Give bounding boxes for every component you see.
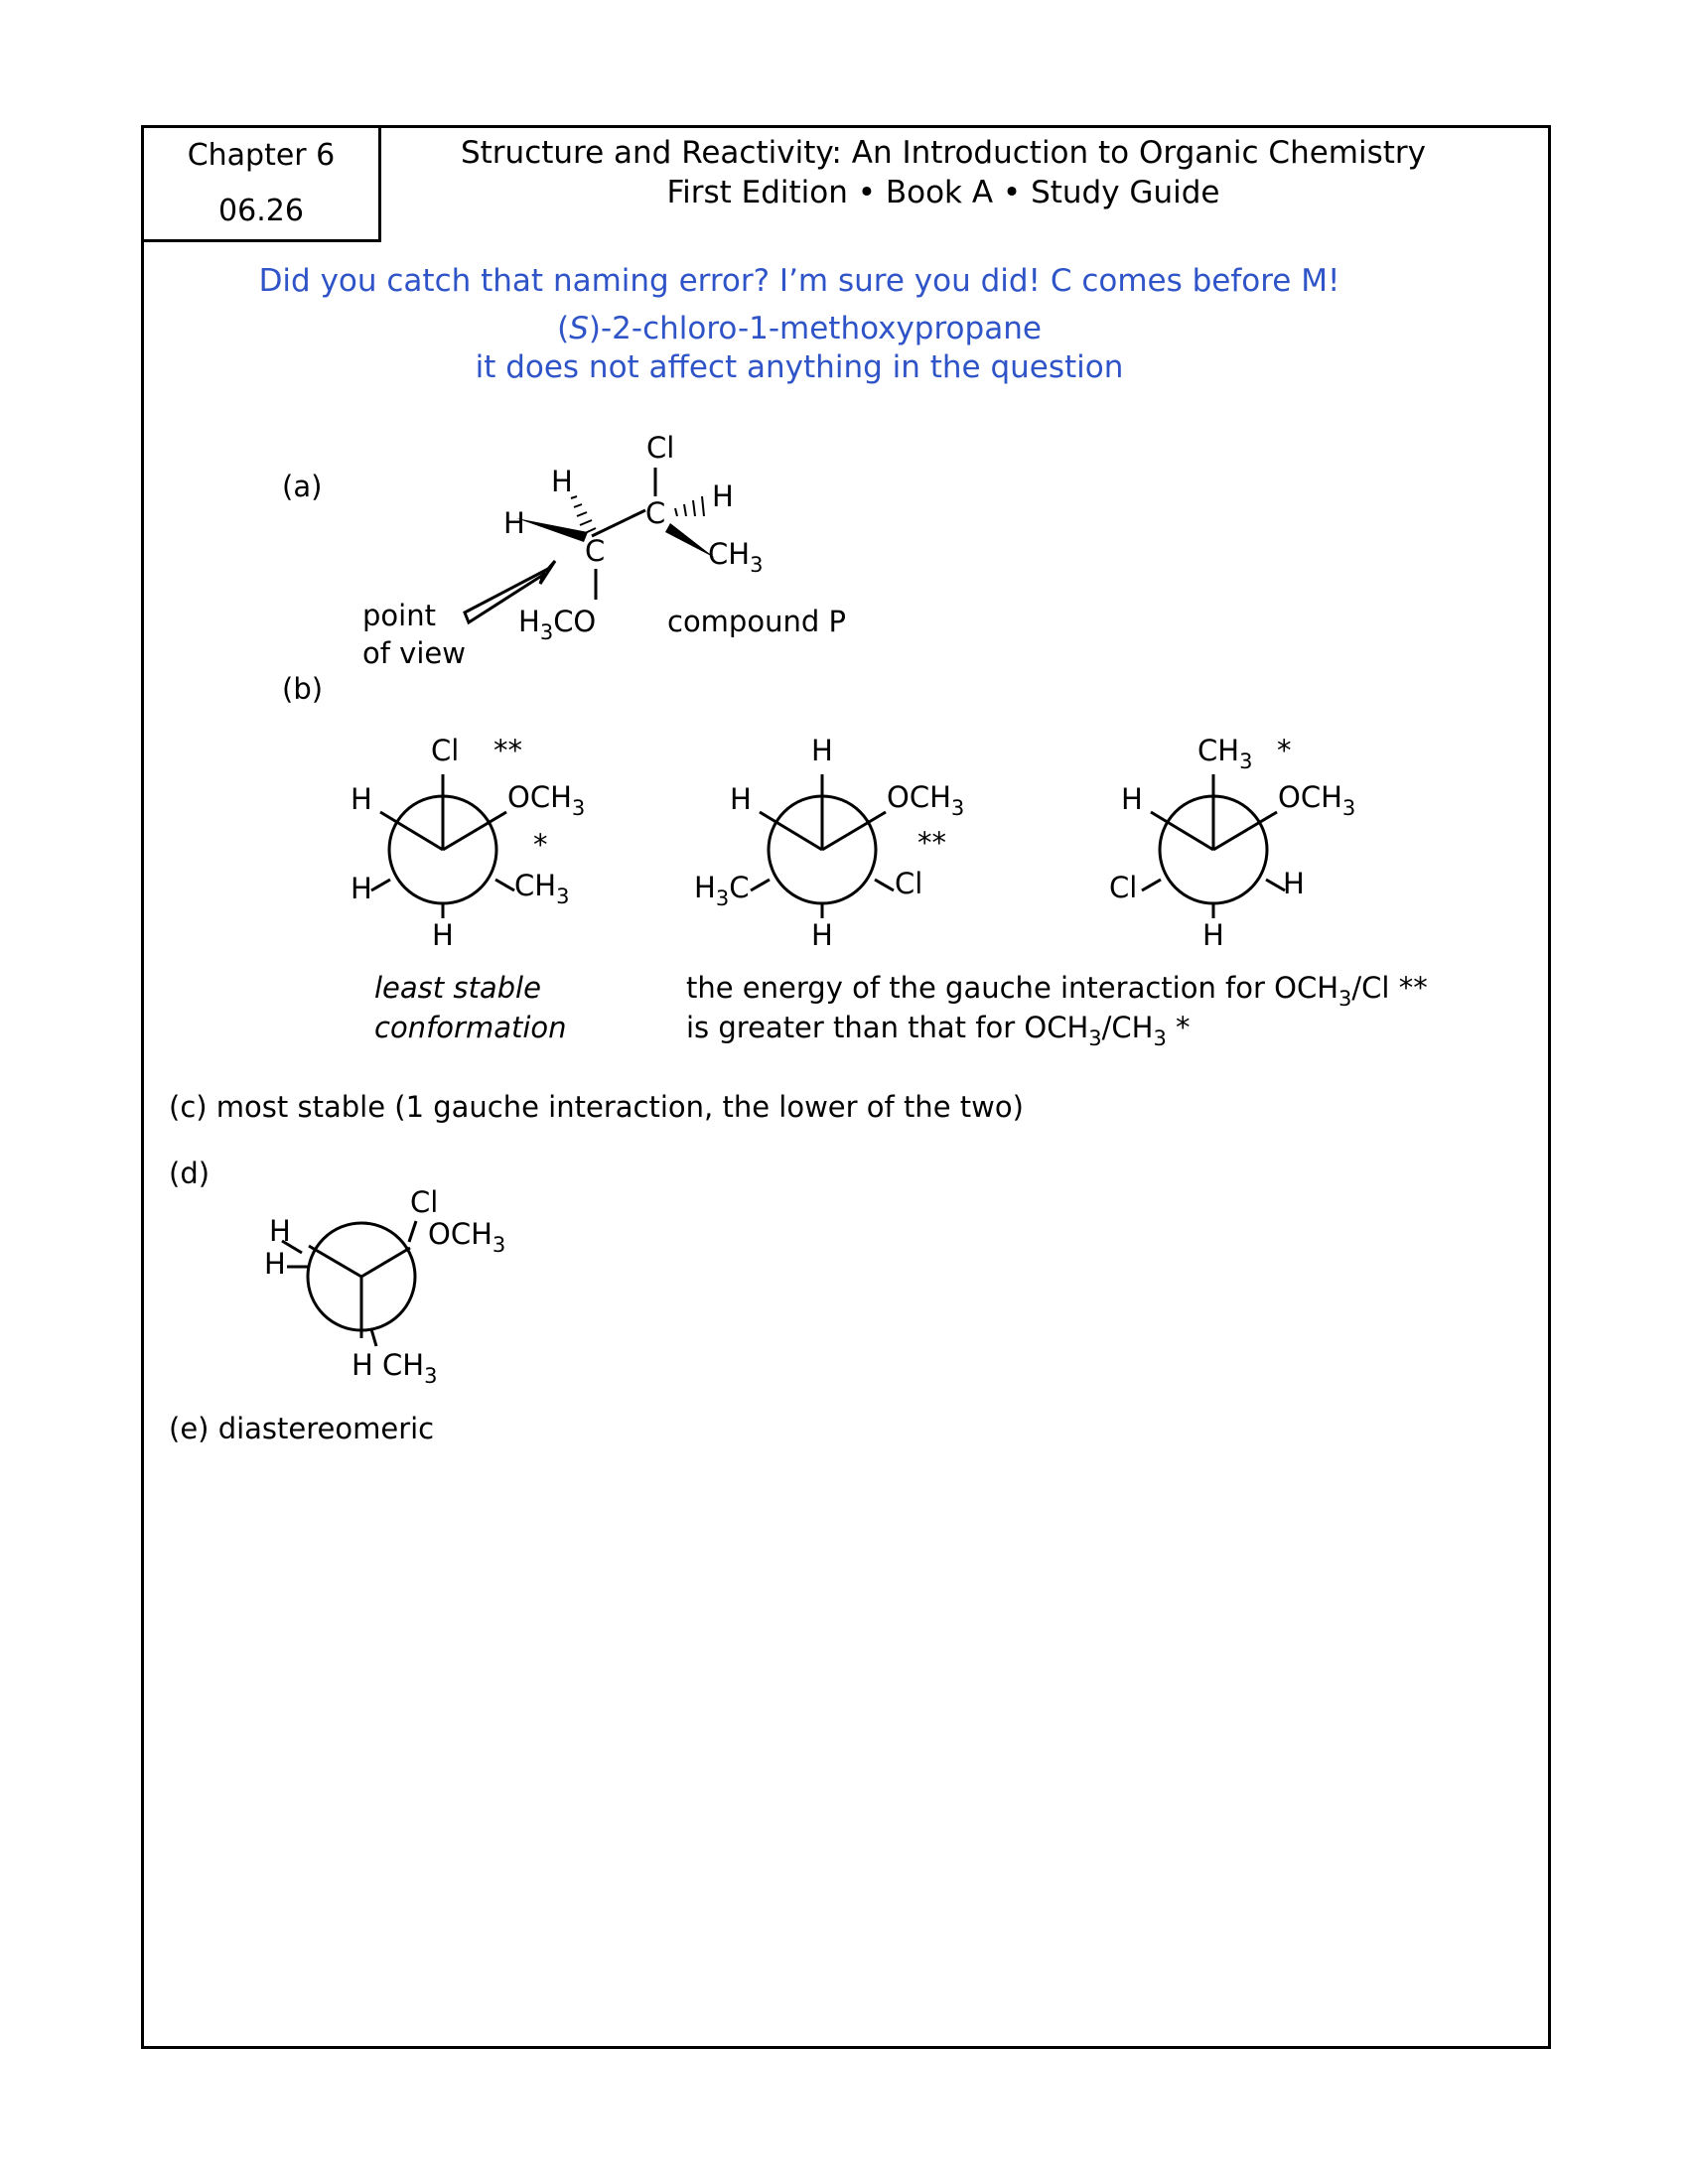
- n2-marker-mid: **: [917, 826, 946, 860]
- n1-back-left: H: [351, 872, 372, 905]
- problem-number: 06.26: [218, 194, 304, 228]
- chapter-label: Chapter 6: [187, 138, 336, 173]
- d-h-bottom-label: H: [264, 1247, 286, 1281]
- cl-label: Cl: [646, 431, 675, 465]
- compound-p-caption: compound P: [667, 605, 846, 638]
- n1-marker-mid: *: [533, 828, 548, 862]
- n1-front-right: $OCH_3$: [507, 780, 586, 820]
- least-stable-line-2: conformation: [374, 1011, 567, 1044]
- back-bond-right: [495, 880, 514, 890]
- n3-front-left: H: [1121, 782, 1143, 816]
- back-bond-cl: [409, 1221, 416, 1242]
- part-c-text: (c) most stable (1 gauche interaction, the lower of the two): [169, 1090, 1024, 1124]
- n1-marker-top: **: [493, 734, 522, 767]
- title-line-1: Structure and Reactivity: An Introduction to Organic Chemistry: [460, 135, 1427, 171]
- n3-back-right: H: [1283, 867, 1305, 900]
- ch3-label: $CH_3$: [708, 537, 764, 577]
- n2-back-bottom: H: [811, 918, 833, 952]
- n3-front-right: $OCH_3$: [1278, 780, 1356, 820]
- newman-projection-d: [282, 1221, 416, 1346]
- back-bond-right: [875, 880, 894, 890]
- bond-c1-c2: [592, 510, 645, 536]
- h3co-label: $H_3CO$: [518, 605, 597, 644]
- n3-marker-top: *: [1277, 734, 1292, 767]
- newman-projection-1: [371, 774, 514, 918]
- back-bond-left: [371, 880, 390, 890]
- n2-back-left: $H_3C$: [694, 871, 750, 910]
- d-och3-label: $OCH_3$: [428, 1217, 506, 1257]
- part-a-label: (a): [282, 470, 323, 503]
- least-stable-line-1: least stable: [374, 971, 541, 1005]
- n2-back-right: Cl: [895, 867, 923, 900]
- c2-label: C: [645, 496, 666, 530]
- part-e-text: (e) diastereomeric: [169, 1412, 435, 1445]
- d-ch3-label: $CH_3$: [382, 1348, 438, 1388]
- n2-front-right: $OCH_3$: [887, 780, 965, 820]
- n3-front-top: $CH_3$: [1197, 734, 1253, 773]
- part-d-label: (d): [169, 1157, 211, 1190]
- n1-back-right: $CH_3$: [514, 869, 570, 908]
- point-of-view-arrow: [465, 561, 555, 622]
- h-top-label: H: [551, 465, 573, 498]
- title-line-2: First Edition • Book A • Study Guide: [666, 175, 1220, 210]
- hash-h-top: [571, 496, 596, 534]
- n2-front-top: H: [811, 734, 833, 767]
- corrected-name: (S)-2-chloro-1-methoxypropane: [557, 311, 1042, 346]
- stereo-descriptor: S: [569, 311, 589, 346]
- energy-line-1: the energy of the gauche interaction for $OCH_3/Cl$ **: [686, 971, 1428, 1011]
- h-left-label: H: [503, 506, 525, 540]
- wedge-h-left: [516, 518, 588, 542]
- n3-back-left: Cl: [1109, 871, 1138, 904]
- pov-line-2: of view: [362, 636, 466, 670]
- note-line-3: it does not affect anything in the question: [475, 349, 1124, 385]
- n2-front-left: H: [730, 782, 752, 816]
- n3-back-bottom: H: [1202, 918, 1224, 952]
- naming-error-note: Did you catch that naming error? I’m sure you did! C comes before M!: [258, 263, 1340, 299]
- part-b-label: (b): [282, 672, 324, 706]
- back-bond-left: [1142, 880, 1161, 890]
- c1-label: C: [585, 534, 606, 568]
- pov-line-1: point: [362, 599, 436, 632]
- back-bond-ch3: [371, 1329, 376, 1346]
- energy-line-2: is greater than that for $OCH_3/CH_3$ *: [686, 1011, 1191, 1050]
- d-cl-label: Cl: [410, 1185, 439, 1219]
- newman-projection-2: [751, 774, 894, 918]
- d-h-low-label: H: [352, 1348, 373, 1382]
- newman-projection-3: [1142, 774, 1285, 918]
- n1-front-left: H: [351, 782, 372, 816]
- n1-back-bottom: H: [432, 918, 454, 952]
- n1-front-top: Cl: [431, 734, 460, 767]
- hash-h-right: [675, 496, 704, 516]
- d-h-top-label: H: [269, 1214, 291, 1248]
- back-bond-left: [751, 880, 770, 890]
- h-right-label: H: [712, 479, 734, 513]
